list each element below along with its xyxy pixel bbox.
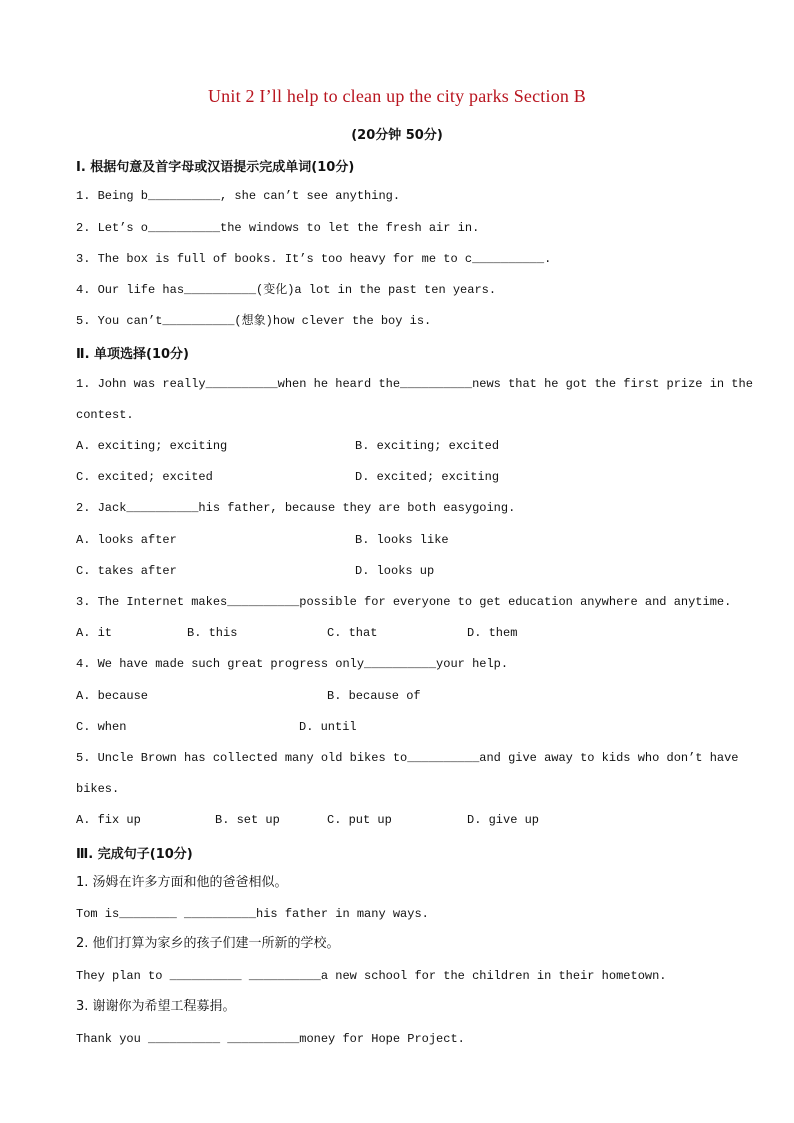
- s2-q2-option-c: C. takes after: [76, 564, 177, 578]
- s2-q4-option-c: C. when: [76, 720, 127, 734]
- page-title: Unit 2 I’ll help to clean up the city parks Section B: [207, 86, 587, 106]
- s2-q4-option-a: A. because: [76, 689, 149, 703]
- time-score-note: (20分钟 50分): [351, 128, 443, 143]
- s2-q3-text: 3. The Internet makes__________possible for everyone to get education anywhere and anytime.: [76, 595, 732, 609]
- s2-q5-text-cont: bikes.: [76, 782, 120, 796]
- s2-q3-option-b: B. this: [187, 626, 238, 640]
- section-3-heading: Ⅲ. 完成句子(10分): [76, 847, 193, 862]
- s2-q2-option-d: D. looks up: [355, 564, 435, 578]
- s2-q4-option-b: B. because of: [327, 689, 421, 703]
- s2-q2-option-a: A. looks after: [76, 533, 177, 547]
- s2-q1-option-b: B. exciting; excited: [355, 439, 500, 453]
- s2-q5-option-a: A. fix up: [76, 813, 141, 827]
- s2-q3-option-d: D. them: [467, 626, 518, 640]
- s2-q1-option-a: A. exciting; exciting: [76, 439, 228, 453]
- s1-question-3: 3. The box is full of books. It’s too heavy for me to c__________.: [76, 252, 552, 266]
- s3-q1-chinese: 1. 汤姆在许多方面和他的爸爸相似。: [76, 875, 288, 890]
- s3-q1-english: Tom is________ __________his father in many ways.: [76, 907, 429, 921]
- section-2-heading: Ⅱ. 单项选择(10分): [76, 347, 190, 362]
- s2-q2-text: 2. Jack__________his father, because they are both easygoing.: [76, 501, 516, 515]
- s2-q2-option-b: B. looks like: [355, 533, 449, 547]
- s1-question-4: 4. Our life has__________(变化)a lot in the past ten years.: [76, 283, 497, 297]
- s2-q3-option-a: A. it: [76, 626, 113, 640]
- s2-q1-option-c: C. excited; excited: [76, 470, 213, 484]
- s2-q5-text: 5. Uncle Brown has collected many old bikes to__________and give away to kids who don’t have: [76, 751, 739, 765]
- s1-question-5: 5. You can’t__________(想象)how clever the boy is.: [76, 314, 432, 328]
- s1-question-1: 1. Being b__________, she can’t see anything.: [76, 189, 401, 203]
- s3-q2-chinese: 2. 他们打算为家乡的孩子们建一所新的学校。: [76, 936, 340, 951]
- s1-question-2: 2. Let’s o__________the windows to let the fresh air in.: [76, 221, 480, 235]
- s2-q1-text: 1. John was really__________when he heard the__________news that he got the first prize in the: [76, 377, 753, 391]
- s2-q5-option-d: D. give up: [467, 813, 540, 827]
- s3-q3-chinese: 3. 谢谢你为希望工程募捐。: [76, 999, 236, 1014]
- s2-q4-text: 4. We have made such great progress only__________your help.: [76, 657, 509, 671]
- s3-q2-english: They plan to __________ __________a new school for the children in their hometown.: [76, 969, 667, 983]
- s2-q5-option-c: C. put up: [327, 813, 392, 827]
- section-1-heading: Ⅰ. 根据句意及首字母或汉语提示完成单词(10分): [76, 160, 355, 175]
- s2-q1-text-cont: contest.: [76, 408, 134, 422]
- s2-q5-option-b: B. set up: [215, 813, 280, 827]
- s2-q1-option-d: D. excited; exciting: [355, 470, 500, 484]
- s2-q4-option-d: D. until: [299, 720, 357, 734]
- s3-q3-english: Thank you __________ __________money for Hope Project.: [76, 1032, 465, 1046]
- s2-q3-option-c: C. that: [327, 626, 378, 640]
